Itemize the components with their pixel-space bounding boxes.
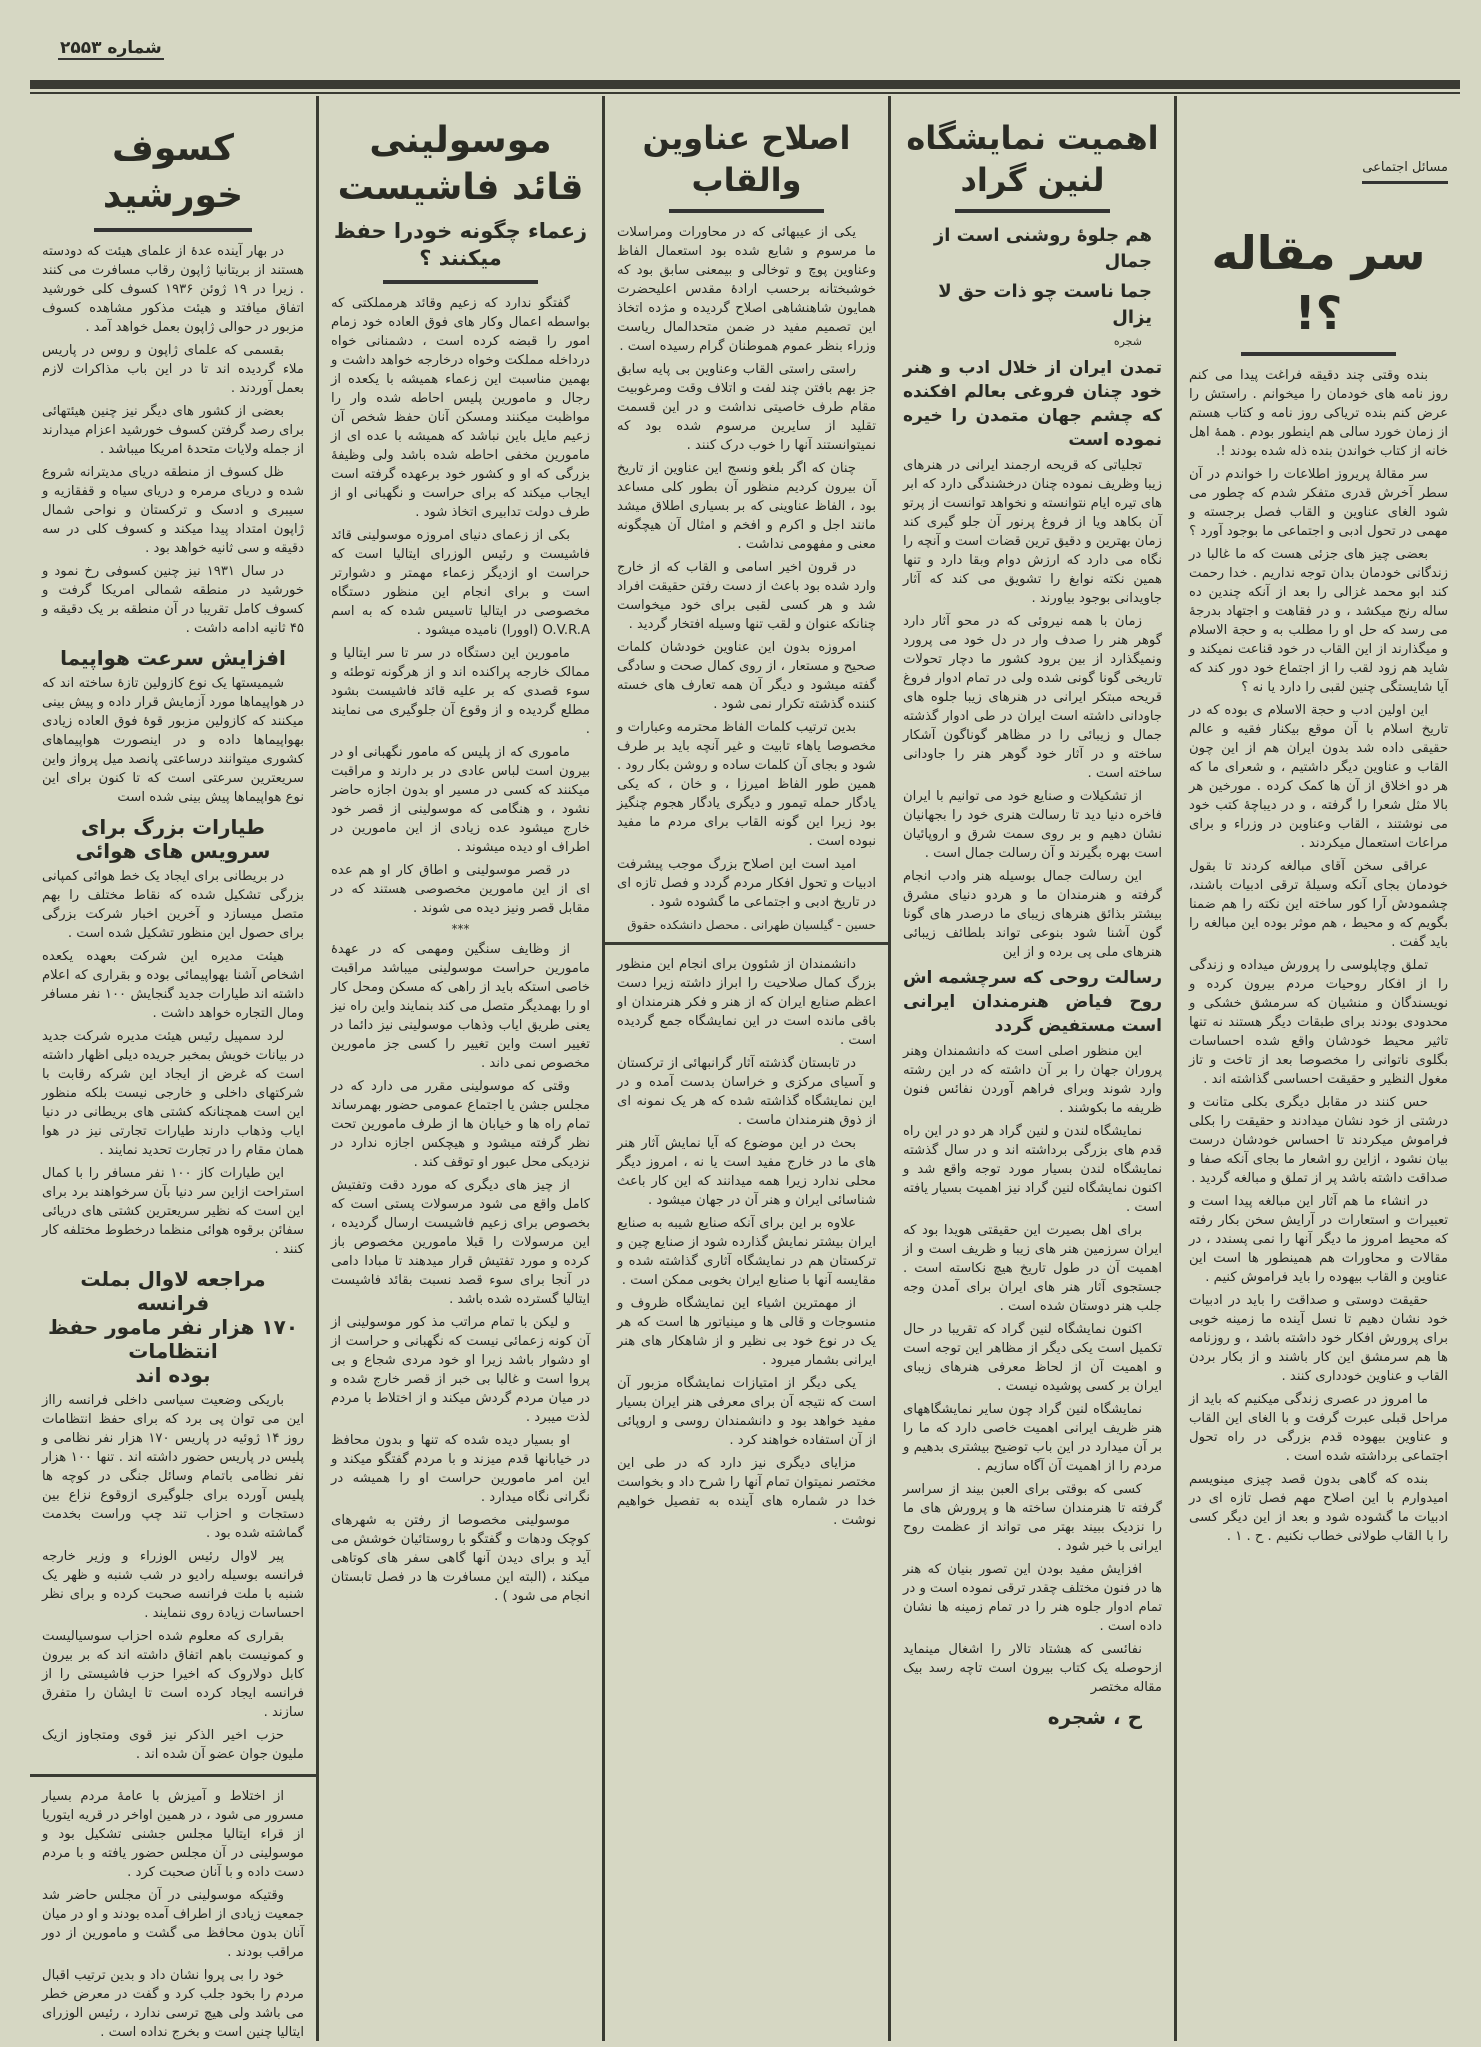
paragraph: در قرون اخیر اسامی و القاب که از خارج وارد شده بود باعث از دست رفتن حقیقت افراد شد و هر کسی لقبی برای خود میخواست چنانکه عنوان و لقب تنها وسیله افتخار گردید .	[617, 560, 876, 633]
mussolini-continued	[42, 1787, 304, 2041]
paragraph: باریکی وضعیت سیاسی داخلی فرانسه رااز این می توان پی برد که برای حفظ انتظامات روز ۱۴ ژوئیه در پاریس ۱۷۰ هزار نفر نظامی و پلیس در پاریس حضور داشته اند . تنها ۱۰۰ هزار نفر نظامی باتمام وسائل جنگی در کوچه ها پلیس آورده برای جلوگیری ازوقوع نزاع بین دستجات و احزاب تند چپ وراست بخدمت گماشته شده بود .	[42, 1392, 304, 1541]
column-leningrad	[888, 96, 1174, 2041]
section-divider	[30, 1774, 316, 1777]
paragraph: خود را بی پروا نشان داد و بدین ترتیب اقبال مردم را بخود جلب کرد و گفت در معرض خطر می باشد ولی هیچ ترسی ندارد ، رئیس الوزرای ایتالیا چنین است و بخرج نداده است .	[42, 1967, 304, 2040]
paragraph: مامورین این دستگاه در سر تا سر ایتالیا و ممالک خارجه پراکنده اند و از هرگونه توطئه و سوء قصدی که بر علیه قائد فاشیست بشود مطلع گردیده و از وقوع آن جلوگیری می نمایند .	[331, 646, 590, 738]
brief-title-laval: مراجعه لاوال بملت فرانسه	[80, 1266, 266, 1315]
article-subtitle: زعماء چگونه خودرا حفظ میکنند ؟	[333, 218, 588, 270]
paragraph: بنده وقتی چند دقیقه فراغت پیدا می کنم روز نامه های خودمان را میخوانم . راستش را عرض کنم بنده تریاکی روز نامه و کتاب هستم از زمان خورد سالی هم اینطور بودم . همهٔ اهل خانه از کتاب خواندن بنده ذله شده بودند !.	[1189, 367, 1448, 459]
article-title: سر مقاله ؟!	[1211, 226, 1426, 340]
newspaper-columns	[30, 96, 1460, 2041]
paragraph: امروزه بدون این عناوین خودشان کلمات صحیح و مستعار ، از روی کمال صحت و سادگی گفته میشود و دیگر آن همه تعارف های خسته کننده گذشته تکرار نمی شود .	[617, 640, 876, 713]
brief-airline	[42, 867, 304, 1259]
paragraph: کسی که بوقتی برای العبن بیند از سراسر گرفته تا هنرمندان ساخته ها و پرورش های ما را نزدیک ببیند بهتر می تواند از عظمت روح ایرانی با خبر شود .	[903, 1482, 1162, 1555]
column-eclipse	[30, 96, 316, 2041]
title-divider	[94, 228, 251, 232]
paragraph: دانشمندان از شئوون برای انجام این منظور بزرگ کمال صلاحیت را ابراز داشته زیرا دست اعظم صنایع ایران که از هنر و فکر هنرمندان او باقی مانده است در این نمایشگاه جمع گردیده است .	[617, 957, 876, 1049]
title-divider	[955, 209, 1110, 213]
section-stars: ***	[451, 922, 470, 937]
article-body	[903, 456, 1162, 962]
title-divider	[669, 209, 824, 213]
paragraph: هیئت مدیره این شرکت بعهده یکعده اشخاص آشنا بهواپیمائی بوده و بقراری که اعلام داشته اند طیارات جدید گنجایش ۱۰۰ نفر مسافر ومال التجاره خواهد داشت .	[42, 948, 304, 1021]
article-body-continued	[331, 940, 590, 1606]
paragraph: برای اهل بصیرت این حقیقتی هویدا بود که ایران سرزمین هنر های زیبا و ظریف است و از اهمیت آن در طول تاریخ هیچ نکاسته است . جستجوی آثار هنر های ایران برای آمدن وجه جلب هنر دوستان شده است .	[903, 1223, 1162, 1315]
paragraph: بقسمی که علمای ژاپون و روس در پاریس ملاء گردیده اند تا در این باب مذاکرات لازم بعمل آوردند .	[42, 342, 304, 396]
paragraph: پیر لاوال رئیس الوزراء و وزیر خارجه فرانسه بوسیله رادیو در شب شنبه و ظهر یک شنبه با ملت فرانسه صحبت کرده و برای نظر احساسات زیادة روی ننمایند .	[42, 1548, 304, 1621]
paragraph: راستی راستی القاب وعناوین بی پایه سابق جز بهم بافتن چند لفت و اتلاف وقت ومرغوبیت مقام طرف خاصیتی نداشت و در این قسمت تقلید از سایرین مرسوم شده بود که نمیتوانستند آنها را خوب درک کنند .	[617, 362, 876, 454]
paragraph: در بریطانی برای ایجاد یک خط هوائی کمپانی بزرگی تشکیل شده که نقاط مختلف را بهم متصل میسازد و آخرین اخبار شرکت بزرگی برای حصول این منظور تشکیل شده است .	[42, 868, 304, 941]
issue-number: شماره ۲۵۵۳	[60, 38, 162, 58]
paragraph: بنده که گاهی بدون قصد چیزی مینویسم امیدوارم با این اصلاح مهم فصل تازه ای در ادبیات ما گشوده شود و بعد از این دیگر کسی را با القاب طولانی خطاب نکنیم . ح . ۱ .	[1189, 1471, 1448, 1544]
lead-paragraph: تمدن ایران از خلال ادب و هنر خود چنان فروغی بعالم افکنده که چشم جهان متمدن را خیره نموده است	[903, 358, 1162, 451]
paragraph: تملق وچاپلوسی را پرورش میداده و زندگی را از افکار روحیات مردم بیرون کرده و نویسندگان و منشیان که سرمشق خشکی و محدودی بودند برای طبقات دیگر هستند نه تنها تاثیر محیط خودشان واقع شده احساسات بگلوی ناتوانی را مخصوصا بعد از تاخت و تاز مغول النظیر و حقیقت احساسی گذاشته اند .	[1189, 957, 1448, 1087]
paragraph: حزب اخیر الذکر نیز قوی ومتجاوز ازیک ملیون جوان عضو آن شده اند .	[42, 1727, 304, 1762]
paragraph: اکنون نمایشگاه لنین گراد که تقریبا در حال تکمیل است یکی دیگر از مظاهر این توجه است و اهمیت آن از لحاظ معرفی هنرهای زیبای ایران بر کسی پوشیده نیست .	[903, 1322, 1162, 1395]
brief-aviation: شیمیستها یک نوع کازولین تازهٔ ساخته اند که در هواپیماها مورد آزمایش قرار داده و پیش بینی میکنند که کازولین مزبور قوهٔ فوق العاده زیادی بهواپیماها داده و در اینصورت هواپیماهای کشوری میتوانند درساعتی پانصد میل پرواز واین سریعترین سرعتی است که تا کنون برای این نوع هواپیماها پیش بینی شده است	[42, 675, 304, 805]
paragraph: از اختلاط و آمیزش با عامهٔ مردم بسیار مسرور می شود ، در همین اواخر در قریه ایتوریا از قراء ایتالیا مجلس جشنی تشکیل بود و موسولینی در آن مجلس حضور یافته و با مردم دست داده و با آنان صحبت کرد .	[42, 1788, 304, 1880]
bold-passage: رسالت روحی که سرچشمه اش روح فیاض هنرمندان ایرانی است مستفیض گردد	[903, 968, 1162, 1037]
paragraph: از تشکیلات و صنایع خود می توانیم با ایران فاخره دنیا دید تا رسالت هنری خود را بجهانیان نشان دهیم و بر روی سمت شرق و اروپائیان است بهره بگیرند و آن رسالت جمال است .	[903, 789, 1162, 862]
paragraph: نفائسی که هشتاد تالار را اشغال مینماید ازحوصله یک کتاب بیرون است تاچه رسد بیک مقاله مختصر	[903, 1642, 1162, 1696]
paragraph: وقتی که موسولینی مقرر می دارد که در مجلس جشن یا اجتماع عمومی حضور بهمرساند تمام راه ها و خیابان ها از طرف مامورین تحت نظر گرفته میشود و هیچکس اجازه ندارد در نزدیکی محل عبور او توقف کند .	[331, 1079, 590, 1171]
paragraph: حس کنند در مقابل دیگری بکلی متانت و درشتی از خود نشان میدادند و حقیقت را بکلی فراموش میکردند تا احساس خودشان درست بیان نشود ، ازاین رو اشعار ما بجای آنکه صفا و صداقت داشته باشد پر از تملق و مبالغه گردید .	[1189, 1094, 1448, 1186]
paragraph: حقیقت دوستی و صداقت را باید در ادبیات خود نشان دهیم تا نسل آینده ما زمینه خوبی برای پرورش افکار خود داشته باشد ، و روزنامه ها هم سرمشق این کار باشند و از بکار بردن القاب و عناوین خودداری کنند .	[1189, 1292, 1448, 1384]
brief-title-aviation: افزایش سرعت هواپیما	[60, 645, 286, 670]
paragraph: در سال ۱۹۳۱ نیز چنین کسوفی رخ نمود و خورشید در منطقه شمالی امریکا گرفت و کسوف کامل تقریبا در آن منطقه بر یک دقیقه و ۴۵ ثانیه ادامه داشت .	[42, 563, 304, 636]
paragraph: بدین ترتیب کلمات الفاظ محترمه وعبارات و مخصوصا یاهاء تابیت و غیر آنچه باید بر طرف شود و بجای آن کلمات ساده و روشن بکار رود . همین طور الفاظ امیرزا ، و خان ، که یکی یادگار حمله تیمور و دیگری یادگار هجوم چنگیز بود زیرا این گونه القاب برای مردم ما مفید نبوده است .	[617, 720, 876, 850]
article-title: موسولینی قائد فاشیست	[337, 120, 584, 208]
paragraph: موسولینی مخصوصا از رفتن به شهرهای کوچک ودهات و گفتگو با روستائیان خوشش می آید و برای دیدن آنها گاهی سفر های کوتاهی میکند ، (البته این مسافرت ها در فصل تابستان انجام می شود ) .	[331, 1513, 590, 1605]
column-mussolini	[316, 96, 602, 2041]
article-body	[1189, 366, 1448, 1546]
author-signature: ح ، شجره	[1047, 1705, 1142, 1730]
article-body	[42, 242, 304, 638]
paragraph: افزایش مفید بودن این تصور بنیان که هنر ها در فنون مختلف چقدر ترقی نموده است و در تمام ادوار جلوه هنر را در تمام زمینه ها نشان داده است .	[903, 1562, 1162, 1635]
paragraph: نمایشگاه لنین گراد چون سایر نمایشگاههای هنر ظریف ایرانی اهمیت خاصی دارد که ما را بر آن میدارد در این باب توضیح بیشتری بدهیم و مردم را از اهمیت آن آگاه سازیم .	[903, 1402, 1162, 1475]
paragraph: بقراری که معلوم شده احزاب سوسیالیست و کمونیست باهم اتفاق داشته اند که بر بیرون کابل دولاروک که اخیرا حزب فاشیستی را از فرانسه ایجاد کرده است تا ایشان را متفرق سازند .	[42, 1628, 304, 1720]
paragraph: از مهمترین اشیاء این نمایشگاه ظروف و منسوجات و قالی ها و مینیاتور ها است که هر یک در نوع خود بی نظیر و از شاهکار های هنر ایرانی بشمار میرود .	[617, 1296, 876, 1369]
paragraph: این طیارات کاز ۱۰۰ نفر مسافر را با کمال استراحت ازاین سر دنیا بآن سرخواهند برد برای این است که نظیر سریعترین کشتی های دریائی سفائن برقوه هوائی منظما درخطوط مختلفه کار کنند .	[42, 1165, 304, 1257]
brief-laval	[42, 1391, 304, 1764]
article-body	[331, 294, 590, 918]
paragraph: ما امروز در عصری زندگی میکنیم که باید از مراحل قبلی عبرت گرفت و با الغای این القاب و عناوین بیهوده قدم بزرگی در راه تحول اجتماعی برداشته شده است .	[1189, 1391, 1448, 1464]
article-title: کسوف خورشید	[102, 128, 244, 216]
article-body	[617, 223, 876, 912]
paragraph: امید است این اصلاح بزرگ موجب پیشرفت ادبیات و تحول افکار مردم گردد و فصل تازه ای در تاریخ ادبی و اجتماعی ما گشوده شود .	[617, 857, 876, 911]
paragraph: این رسالت جمال بوسیله هنر وادب انجام گرفته و هنرمندان ما و هردو دنیای مشرق بیشتر بذائق هنرهای زیبای ما درصدر های گونا گون آشنا شود بنوعی تواند بلطائف زیبائی هنرهای ملی پی برده و از این	[903, 869, 1162, 961]
paragraph: چنان که اگر بلغو ونسج این عناوین از تاریخ آن بیرون کردیم منظور آن بطور کلی مساعد بود ، الفاظ عناوینی که بر بسیاری اطلاق میشد مانند اجل و اکرم و افخم و امثال آن هیچگونه معنی و مفهومی نداشت .	[617, 461, 876, 553]
paragraph: نمایشگاه لندن و لنین گراد هر دو در این راه قدم های بزرگی برداشته اند و در سال گذشته نمایشگاه لندن بسیار مورد توجه واقع شد و اکنون نمایشگاه لنین گراد نیز اهمیت بسیار یافته است .	[903, 1124, 1162, 1216]
paragraph: این منظور اصلی است که دانشمندان وهنر پروران جهان را بر آن داشته که در این رشته وارد شوند وبرای فراهم آوردن نفائس فنون ظریفه ما بکوشند .	[903, 1044, 1162, 1117]
brief-title-laval-sub2: بوده اند	[135, 1362, 211, 1387]
paragraph: تجلیاتی که قریحه ارجمند ایرانی در هنرهای زیبا وظریف نموده چنان درخشندگی دارد که ابر های تیره ایام نتوانسته و نخواهد توانست از پرتو آن بکاهد ویا از فروغ پرنور آن جلو گیری کند زمان بهترین و دقیق ترین قضات است و آنچه را نگاه می دارد که ارزش دوام وبقا دارد و تنها همین نکته نوابغ را تشویق می کند که آثار جاویدانی بوجود بیاورند .	[903, 458, 1162, 607]
verse-line: جما ناست چو ذات حق لا یزال	[938, 281, 1152, 329]
title-divider	[383, 280, 538, 284]
verse-line: هم جلوهٔ روشنی است از جمال	[933, 225, 1152, 273]
paragraph: علاوه بر این برای آنکه صنایع شیبه به صنایع ایران بیشتر نمایش گذارده شود از صنایع چین و ترکستان هم در نمایشگاه آثاری گذاشته شده و مقایسه آنها با صنایع ایران بخوبی ممکن است .	[617, 1216, 876, 1289]
paragraph: در قصر موسولینی و اطاق کار او هم عده ای از این مامورین مخصوصی هستند که در مقابل قصر ونیز دیده می شوند .	[331, 863, 590, 917]
paragraph: گفتگو ندارد که زعیم وقائد هرمملکتی که بواسطه اعمال وکار های فوق العاده خود زمام امور را قبضه کرده است ، دشمنانی خواه درداخله مملکت وخواه درخارجه خواهد داشت و بهمین مناسبت این زعماء همیشه با یکعده از رجال و مامورین پلیس احاطه شده وار را مواظبت میکنند ومسکن آنان حفظ شخص آن زعیم مایل باین نباشد که همیشه با عده ای از مامورین مخفی احاطه شده باشد ولی وظیفهٔ بزرگی که او و کشور خود برعهده گرفته است ایجاب میکند که برای حراست و نگهبانی او از طرف دولت تدابیری اتخاذ شود .	[331, 296, 590, 521]
paragraph: در بهار آینده عدهٔ از علمای هیئت که دودسته هستند از بریتانیا ژاپون رقاب مسافرت می کنند . زیرا در ۱۹ ژوئن ۱۹۳۶ کسوف کلی خورشید اتفاق میافتد و هیئت مذکور مشاهده کسوف مزبور در حوالی ژاپون بعمل خواهد آمد .	[42, 243, 304, 335]
paragraph: این اولین ادب و حجة الاسلام ی بوده که در تاریخ اسلام با آن موقع بیکنار فقیه و عالم حقیقی داده شد بدون ایران هم از این چون القاب و عناوین دیگر داشتیم ، و شعرای ما که هر دو اخلاق از آن ها کمک کرده . مورخین هر بالا مثل شعرا را گرفته ، و در دیباچهٔ کتب خود می نوشتند ، القاب وعناوین در وزراء و برای مراعات استعمال میکردند .	[1189, 702, 1448, 851]
header-rule	[30, 80, 1460, 89]
paragraph: بکی از زعمای دنیای امروزه موسولینی قائد فاشیست و رئیس الوزرای ایتالیا است که حراست او ازدیگر زعماء مهمتر و دشوارتر است و برای انجام این منظور دستگاه مخصوصی در ایتالیا تاسیس شده که به اسم O.V.R.A (اوورا) نامیده میشود .	[331, 528, 590, 639]
header-rule-thin	[30, 92, 1460, 94]
paragraph: عراقی سخن آقای مبالغه کردند تا بقول خودمان بجای آنکه وسیلهٔ ترقی ادبیات باشند، چشمودش آرا کور ساخته این نکته را هم ضمنا بگویم که و محیط ، هم موثر بوده این مبالغه را باید گفت .	[1189, 858, 1448, 950]
title-divider	[1241, 352, 1396, 356]
paragraph: یکی از عیبهائی که در محاورات ومراسلات ما مرسوم و شایع شده بود استعمال الفاظ وعناوین پوچ و توخالی و بیمعنی سابق بود که خوشبختانه برحسب ارادهٔ مقدس اعلیحضرت همایون شاهنشاهی اصلاح گردیده و مژده اتخاذ این تصمیم مفید در ضمن متحدالمال ریاست وزراء بنظر عموم هموطنان گرام رسیده است .	[617, 225, 876, 355]
paragraph: یکی دیگر از امتیازات نمایشگاه مزبور آن است که نتیجه آن برای معرفی هنر ایران بسیار مفید خواهد بود و دانشمندان روسی و اروپائی از آن استفاده خواهند کرد .	[617, 1376, 876, 1449]
paragraph: زمان با همه نیروئی که در محو آثار دارد گوهر هنر را صدف وار در دل خود می پرورد ونمیگذارد از بین برود کشور ما دچار تحولات تاریخی گونا گونی شده ولی در تمام ادوار فروغ قریحه مبتکر ایرانی در هنرهای زیبا جلوه های جاودانی داشته است ایران در طی ادوار گذشته جمال و زیبائی را در مظاهر گوناگون آشکار ساخته و در آثار خود گوهر هنر را جاودانی ساخته است .	[903, 614, 1162, 782]
paragraph: از چیز های دیگری که مورد دقت وتفتیش کامل واقع می شود مرسولات پستی است که بخصوص برای زعیم فاشیست ارسال گردیده ، این مرسولات را قبلا مامورین مخصوص باز کرده و مورد تفتیش قرار میدهند تا مبادا دامی در آنجا برای سوء قصد نسبت بقائد فاشیست ایتالیا گسترده شده باشد .	[331, 1178, 590, 1308]
brief-title-airline: طیارات بزرگ برای سرویس های هوائی	[75, 814, 271, 863]
paragraph: او بسیار دیده شده که تنها و بدون محافظ در خیابانها قدم میزند و با مردم گفتگو میکند و این امر مامورین حراست او را همیشه در نگرانی نگاه میدارد .	[331, 1433, 590, 1506]
paragraph: وقتیکه موسولینی در آن مجلس حاضر شد جمعیت زیادی از اطراف آمده بودند و او در میان آنان بدون محافظ می گشت و مامورین از دور مراقب بودند .	[42, 1887, 304, 1960]
poet-name: شجره	[1113, 335, 1142, 349]
column-editorial	[1174, 96, 1460, 2041]
paragraph: و لیکن با تمام مراتب مذ کور موسولینی از آن کونه زعمائی نیست که نگهبانی و حراست از او دشوار باشد زیرا او خود مردی شجاع و بی پروا است و غالبا بی خبر از قصر خارج شده و در میان مردم گردش میکند و از اختلاط با مردم لذت میبرد .	[331, 1315, 590, 1426]
paragraph: ماموری که از پلیس که مامور نگهبانی او در بیرون است لباس عادی در بر دارند و مراقبت میکنند که کسی در مسیر او بدون اجازه حاضر نشود ، و هنگامی که موسولینی از قصر خود خارج میشود عده زیادی از این مامورین در اطراف او دیده میشوند .	[331, 745, 590, 856]
paragraph: بعضی از کشور های دیگر نیز چنین هیئتهائی برای رصد گرفتن کسوف خورشید اعزام میدارند از جمله ولایات متحدهٔ امریکا میباشد .	[42, 403, 304, 457]
paragraph: سر مقالهٔ پریروز اطلاعات را خواندم در آن سطر آخرش قدری متفکر شدم که چطور می شود الغای عناوین و القاب فصل برجسته و مهمی در تحول ادبی و اجتماعی ما بوجود آورد ؟	[1189, 466, 1448, 539]
paragraph: لرد سمپیل رئیس هیئت مدیره شرکت جدید در بیانات خویش بمخبر جریده دیلی اظهار داشته است که غرض از ایجاد این شرکه رقابت با شرکتهای داخلی و خارجی نیست بلکه منظور این است همچنانکه کشتی های بریطانی در دنیا ایاب وذهاب دارند طیارات تجارتی نیز در هوا همان مقام را در تجارت تحدید نمایند .	[42, 1028, 304, 1158]
section-divider	[605, 942, 888, 945]
paragraph: مزایای دیگری نیز دارد که در طی این مختصر نمیتوان تمام آنها را شرح داد و بخواست خدا در شماره های آینده به تفصیل خواهیم نوشت .	[617, 1456, 876, 1529]
paragraph: از وظایف سنگین ومهمی که در عهدهٔ مامورین حراست موسولینی میباشد مراقبت خاصی استکه باید از راهی که مسکن ومحل کار او را بهمدیگر متصل می کند بنمایند واین راه نیز یعنی طریق ایاب وذهاب موسولینی نیز دائما در تغییر است واین تغییر را کسی جز مامورین مخصوص نمی داند .	[331, 942, 590, 1072]
article-title: اصلاح عناوین والقاب	[642, 119, 851, 199]
article-title: اهمیت نمایشگاه لنین گراد	[906, 119, 1159, 199]
article-body-continued	[903, 1042, 1162, 1697]
paragraph: در تابستان گذشته آثار گرانبهائی از ترکستان و آسیای مرکزی و خراسان بدست آمده و در این نمایشگاه گذاشته شده که هر یک نمونه ای از ذوق هنرمندان ماست .	[617, 1056, 876, 1129]
paragraph: در انشاء ما هم آثار این مبالغه پیدا است و تعبیرات و استعارات در آرایش سخن بکار رفته که محیط امروز ما دیگر آنها را نمی پسندد ، در مقالات و محاورات هم همینطور ها است این عناوین و القاب بیهوده را باید فراموش کنیم .	[1189, 1193, 1448, 1285]
article-body-continued	[617, 955, 876, 1530]
paragraph: بحث در این موضوع که آیا نمایش آثار هنر های ما در خارج مفید است یا نه ، امروز دیگر محلی ندارد زیرا همه میدانند که این کار باعث شناسائی ایران و هنر آن در جهان میشود .	[617, 1136, 876, 1209]
brief-title-laval-sub: ۱۷۰ هزار نفر مامور حفظ انتظامات	[47, 1314, 299, 1363]
column-titles-reform	[602, 96, 888, 2041]
paragraph: ظل کسوف از منطقه دریای مدیترانه شروع شده و دریای مرمره و دریای سیاه و قفقازیه و سیبری و ادسک و ترکستان و نواحی شمال ژاپون امتداد پیدا میکند و کسوف کلی در سه دقیقه و سی ثانیه خواهد بود .	[42, 464, 304, 556]
paragraph: بعضی چیز های جزئی هست که ما غالبا در زندگانی خودمان بدان توجه نداریم . خدا رحمت کند ابو محمد غزالی را بعد از آنکه چندین ده ساله رنج میکشد ، و در فقاهت و اجتهاد بدرجهٔ می رسد که حل او را مطلب به و حجة الاسلام و میگذارند از این القاب در خود قناعت نمیکند و شاید هم زود لقب را از اجتماع خود دور کند که آیا شایستگی چنین لقبی را دارد یا نه ؟	[1189, 546, 1448, 695]
section-kicker: مسائل اجتماعی	[1362, 160, 1448, 184]
author-signature: حسین - گیلسیان طهرانی . محصل دانشکده حقوق	[627, 918, 876, 933]
